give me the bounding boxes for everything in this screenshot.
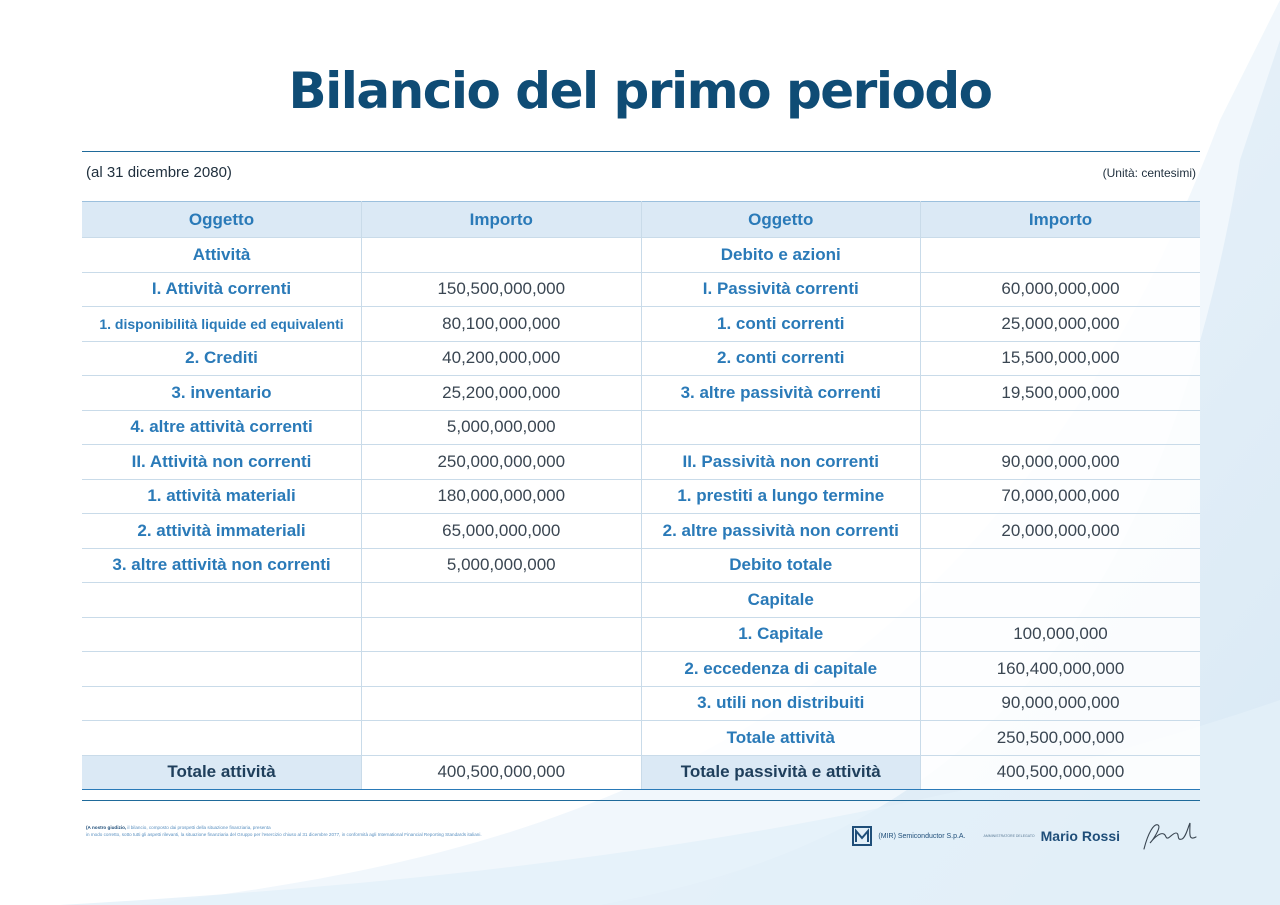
item-cell: 3. altre attività non correnti (82, 548, 362, 583)
footnote-line1: il bilancio, composto dai prospetti della situazione finanziaria, presenta (126, 825, 271, 830)
amount-cell: 90,000,000,000 (921, 445, 1201, 480)
amount-cell (921, 238, 1201, 273)
item-cell (82, 686, 362, 721)
item-cell: 1. Capitale (641, 617, 921, 652)
footnote (86, 825, 546, 838)
ceo-label: AMMINISTRATORE DELEGATO (983, 834, 1035, 838)
signature-icon (1138, 819, 1200, 853)
bottom-rule (82, 800, 1200, 801)
item-cell: Totale attività (641, 721, 921, 756)
amount-cell (362, 583, 642, 618)
table-row (82, 548, 1200, 583)
table-row (82, 376, 1200, 411)
total-amount-cell: 400,500,000,000 (921, 755, 1201, 790)
total-row (82, 755, 1200, 790)
table-body (82, 238, 1200, 790)
amount-cell: 25,200,000,000 (362, 376, 642, 411)
item-cell: Debito totale (641, 548, 921, 583)
total-label-cell: Totale passività e attività (641, 755, 921, 790)
table-row (82, 272, 1200, 307)
amount-cell: 65,000,000,000 (362, 514, 642, 549)
amount-cell (362, 238, 642, 273)
amount-cell: 5,000,000,000 (362, 548, 642, 583)
item-cell (641, 410, 921, 445)
ceo-block (984, 828, 1120, 844)
item-cell: 3. altre passività correnti (641, 376, 921, 411)
amount-cell (362, 721, 642, 756)
amount-cell: 150,500,000,000 (362, 272, 642, 307)
table-row (82, 341, 1200, 376)
amount-cell: 40,200,000,000 (362, 341, 642, 376)
item-cell: 2. conti correnti (641, 341, 921, 376)
item-cell: 1. conti correnti (641, 307, 921, 342)
amount-cell (362, 652, 642, 687)
table-row (82, 307, 1200, 342)
table-row (82, 479, 1200, 514)
amount-cell: 80,100,000,000 (362, 307, 642, 342)
item-cell: 1. disponibilità liquide ed equivalenti (82, 307, 362, 342)
table-row (82, 514, 1200, 549)
item-cell: 4. altre attività correnti (82, 410, 362, 445)
total-label-cell: Totale attività (82, 755, 362, 790)
company-logo (852, 826, 965, 846)
company-name: (MIR) Semiconductor S.p.A. (878, 832, 966, 840)
table-row (82, 445, 1200, 480)
item-cell: 2. eccedenza di capitale (641, 652, 921, 687)
top-rule (82, 151, 1200, 152)
page-title: Bilancio del primo periodo (288, 62, 992, 120)
item-cell: 2. altre passività non correnti (641, 514, 921, 549)
item-cell (82, 721, 362, 756)
amount-cell: 180,000,000,000 (362, 479, 642, 514)
item-cell: I. Attività correnti (82, 272, 362, 307)
table-row (82, 410, 1200, 445)
amount-cell: 250,500,000,000 (921, 721, 1201, 756)
amount-cell: 100,000,000 (921, 617, 1201, 652)
header-item-right: Oggetto (641, 202, 921, 238)
table-row (82, 686, 1200, 721)
header-amount-left: Importo (362, 202, 642, 238)
item-cell: Attività (82, 238, 362, 273)
item-cell (82, 583, 362, 618)
amount-cell: 90,000,000,000 (921, 686, 1201, 721)
amount-cell: 19,500,000,000 (921, 376, 1201, 411)
balance-sheet-table (82, 201, 1200, 790)
table-row (82, 583, 1200, 618)
amount-cell (362, 686, 642, 721)
date-note: (al 31 dicembre 2080) (86, 164, 232, 181)
table-row (82, 238, 1200, 273)
table-row (82, 652, 1200, 687)
amount-cell: 15,500,000,000 (921, 341, 1201, 376)
amount-cell: 60,000,000,000 (921, 272, 1201, 307)
item-cell: 3. utili non distribuiti (641, 686, 921, 721)
amount-cell (921, 583, 1201, 618)
footer-signature-area (852, 818, 1200, 854)
amount-cell: 20,000,000,000 (921, 514, 1201, 549)
item-cell: II. Passività non correnti (641, 445, 921, 480)
item-cell: II. Attività non correnti (82, 445, 362, 480)
header-item-left: Oggetto (82, 202, 362, 238)
table-header-row (82, 202, 1200, 238)
item-cell: I. Passività correnti (641, 272, 921, 307)
table-row (82, 721, 1200, 756)
amount-cell (362, 617, 642, 652)
amount-cell: 250,000,000,000 (362, 445, 642, 480)
item-cell: Capitale (641, 583, 921, 618)
company-logo-icon (852, 826, 872, 846)
item-cell (82, 617, 362, 652)
item-cell: 1. attività materiali (82, 479, 362, 514)
unit-note: (Unità: centesimi) (1102, 166, 1196, 180)
amount-cell: 70,000,000,000 (921, 479, 1201, 514)
footnote-lead: (A nostro giudizio, (86, 825, 127, 830)
table-row (82, 617, 1200, 652)
item-cell: Debito e azioni (641, 238, 921, 273)
item-cell: 2. Crediti (82, 341, 362, 376)
total-amount-cell: 400,500,000,000 (362, 755, 642, 790)
header-amount-right: Importo (921, 202, 1201, 238)
item-cell: 3. inventario (82, 376, 362, 411)
amount-cell: 5,000,000,000 (362, 410, 642, 445)
ceo-name: Mario Rossi (1040, 828, 1120, 844)
footnote-line2: in modo corretto, sotto tutti gli aspetti rilevanti, la situazione finanziaria del Gruppo per l'esercizio chiuso al 31 dicembre 2077, in conformità agli International Financial Reporting Standards italiani. (86, 831, 482, 837)
item-cell: 1. prestiti a lungo termine (641, 479, 921, 514)
amount-cell (921, 548, 1201, 583)
amount-cell (921, 410, 1201, 445)
item-cell (82, 652, 362, 687)
amount-cell: 160,400,000,000 (921, 652, 1201, 687)
item-cell: 2. attività immateriali (82, 514, 362, 549)
amount-cell: 25,000,000,000 (921, 307, 1201, 342)
